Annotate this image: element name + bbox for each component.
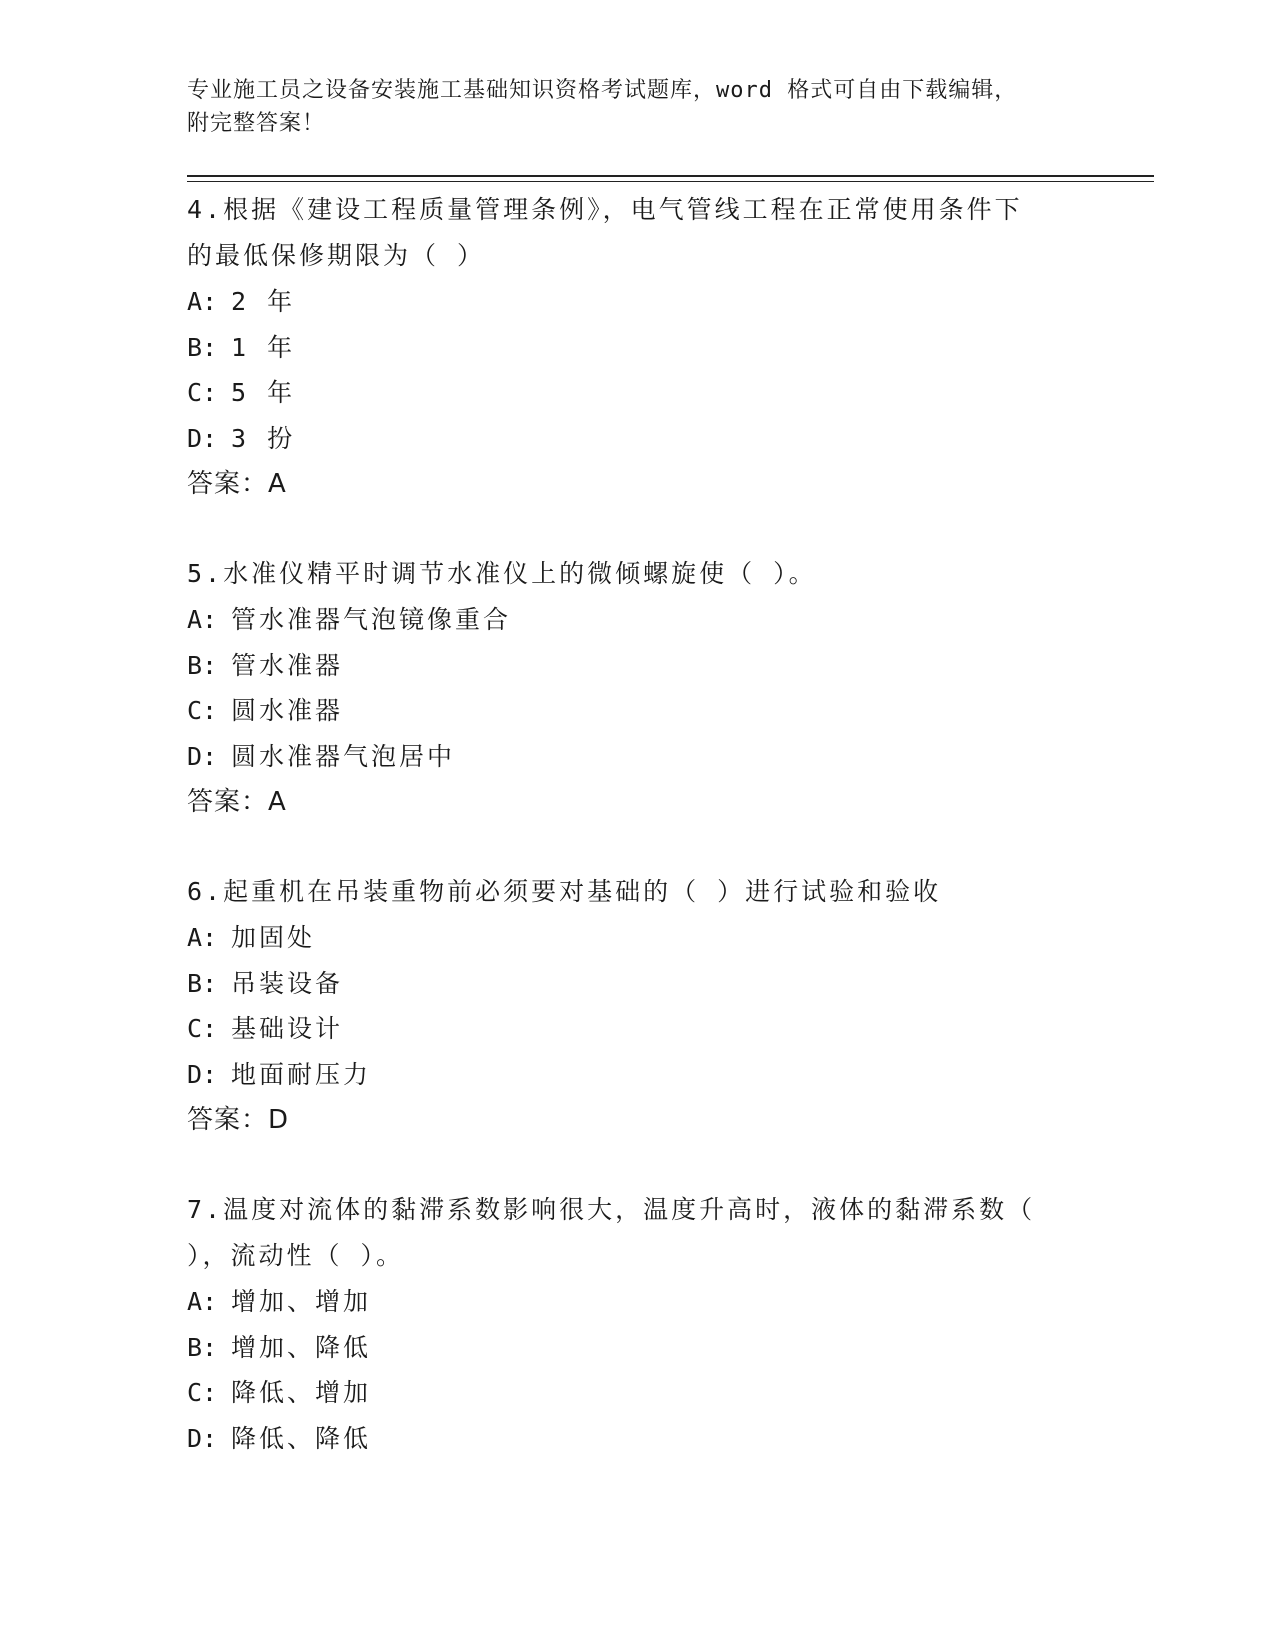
question-text: [187, 869, 1067, 915]
option-text: 管水准器: [231, 650, 344, 680]
option-a: [187, 915, 1087, 961]
question-text-line-2: ），流动性（ ）。: [187, 1241, 405, 1270]
option-letter: A:: [187, 287, 218, 316]
option-text: 地面耐压力: [231, 1059, 372, 1089]
option-c: [187, 1370, 1087, 1416]
option-b: [187, 1325, 1087, 1371]
option-b: [187, 643, 1087, 689]
option-letter: B:: [187, 650, 218, 680]
option-text: 加固处: [231, 923, 316, 952]
question-4: [187, 187, 1087, 507]
question-text-line-2: 的最低保修期限为（ ）: [187, 241, 486, 270]
header-line-1: 专业施工员之设备安装施工基础知识资格考试题库，word 格式可自由下载编辑，: [187, 78, 1018, 103]
question-text: [187, 1187, 1067, 1279]
option-letter: C:: [187, 1378, 218, 1407]
option-text: 1 年: [231, 332, 296, 362]
option-text: 降低、增加: [231, 1378, 372, 1407]
option-d: [187, 1416, 1087, 1462]
question-7: [187, 1187, 1087, 1461]
option-c: [187, 370, 1087, 416]
option-letter: B:: [187, 1332, 218, 1362]
option-a: [187, 1279, 1087, 1325]
option-text: 增加、增加: [231, 1287, 372, 1316]
document-header: [187, 74, 1087, 140]
spacer: [187, 1143, 1087, 1187]
question-text-line-1: 5.水准仪精平时调节水准仪上的微倾螺旋使（ ）。: [187, 559, 817, 588]
option-text: 5 年: [231, 378, 296, 407]
question-text: [187, 551, 1067, 597]
option-letter: C:: [187, 696, 218, 725]
option-text: 增加、降低: [231, 1332, 372, 1362]
option-text: 降低、降低: [231, 1423, 372, 1453]
spacer: [187, 825, 1087, 869]
question-6: [187, 869, 1087, 1143]
option-letter: C:: [187, 378, 218, 407]
option-letter: D:: [187, 1423, 218, 1453]
question-text-line-1: 7.温度对流体的黏滞系数影响很大，温度升高时，液体的黏滞系数（: [187, 1195, 1036, 1224]
answer-label: 答案：D: [187, 1105, 290, 1135]
option-d: [187, 416, 1087, 462]
option-c: [187, 1006, 1087, 1052]
option-b: [187, 961, 1087, 1007]
header-divider-thin: [187, 181, 1154, 182]
option-letter: D:: [187, 423, 218, 453]
option-a: [187, 597, 1087, 643]
header-line-2: 附完整答案！: [187, 111, 326, 136]
option-letter: A:: [187, 1287, 218, 1316]
option-letter: C:: [187, 1014, 218, 1043]
answer-label: 答案：A: [187, 469, 287, 499]
option-text: 吊装设备: [231, 968, 344, 998]
option-letter: B:: [187, 968, 218, 998]
spacer: [187, 507, 1087, 551]
answer-label: 答案：A: [187, 787, 287, 817]
question-list: [187, 187, 1087, 1461]
option-letter: A:: [187, 605, 218, 634]
option-letter: D:: [187, 1059, 218, 1089]
header-divider-thick: [187, 175, 1154, 177]
option-b: [187, 325, 1087, 371]
question-5: [187, 551, 1087, 825]
question-text-line-1: 4.根据《建设工程质量管理条例》，电气管线工程在正常使用条件下: [187, 195, 1023, 224]
question-text-line-1: 6.起重机在吊装重物前必须要对基础的（ ）进行试验和验收: [187, 877, 942, 906]
option-d: [187, 734, 1087, 780]
option-text: 圆水准器气泡居中: [231, 741, 456, 771]
option-text: 基础设计: [231, 1014, 344, 1043]
option-letter: B:: [187, 332, 218, 362]
option-letter: D:: [187, 741, 218, 771]
option-text: 圆水准器: [231, 696, 344, 725]
option-d: [187, 1052, 1087, 1098]
option-a: [187, 279, 1087, 325]
option-text: 2 年: [231, 287, 296, 316]
option-c: [187, 688, 1087, 734]
option-text: 管水准器气泡镜像重合: [231, 605, 512, 634]
option-text: 3 扮: [231, 423, 296, 453]
option-letter: A:: [187, 923, 218, 952]
question-text: [187, 187, 1067, 279]
